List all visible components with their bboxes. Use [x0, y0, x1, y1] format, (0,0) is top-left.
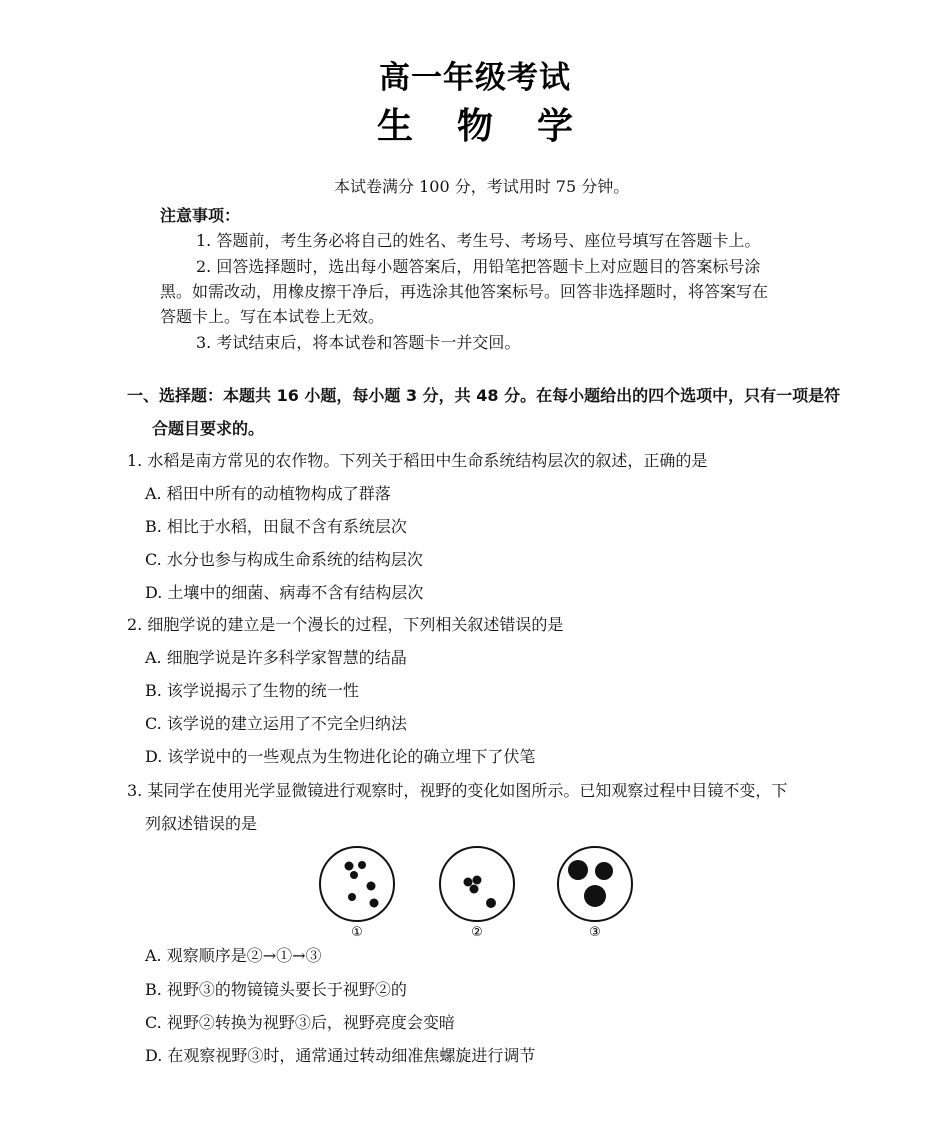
question-2-stem: 2. 细胞学说的建立是一个漫长的过程，下列相关叙述错误的是	[127, 615, 564, 634]
question-3-stem-line-1: 3. 某同学在使用光学显微镜进行观察时，视野的变化如图所示。已知观察过程中目镜不变，下	[127, 781, 788, 800]
question-2-option-d: D. 该学说中的一些观点为生物进化论的确立埋下了伏笔	[145, 747, 536, 766]
notes-heading: 注意事项：	[160, 206, 241, 225]
question-1-option-a: A. 稻田中所有的动植物构成了群落	[145, 484, 391, 503]
question-2-option-c: C. 该学说的建立运用了不完全归纳法	[145, 714, 407, 733]
field-of-view-3	[558, 847, 632, 940]
question-3-option-b: B. 视野③的物镜镜头要长于视野②的	[145, 980, 407, 999]
microscope-view-figure	[312, 840, 640, 942]
note-item-2-line-2: 黑。如需改动，用橡皮擦干净后，再选涂其他答案标号。回答非选择题时，将答案写在	[160, 282, 769, 301]
figure-label-3: ③	[589, 925, 601, 940]
question-3-stem-line-2: 列叙述错误的是	[145, 814, 258, 833]
question-2-option-b: B. 该学说揭示了生物的统一性	[145, 681, 359, 700]
field-of-view-2	[440, 847, 514, 940]
question-1-option-d: D. 土壤中的细菌、病毒不含有结构层次	[145, 583, 424, 602]
note-item-1: 1. 答题前，考生务必将自己的姓名、考生号、考场号、座位号填写在答题卡上。	[196, 231, 761, 250]
note-item-2-line-3: 答题卡上。写在本试卷上无效。	[160, 307, 385, 326]
section-heading-line-1: 一、选择题：本题共 16 小题，每小题 3 分，共 48 分。在每小题给出的四个选项中，只有一项是符	[127, 386, 841, 405]
subject-title: 生物学	[376, 106, 617, 147]
question-2-option-a: A. 细胞学说是许多科学家智慧的结晶	[145, 648, 407, 667]
exam-info: 本试卷满分 100 分，考试用时 75 分钟。	[334, 177, 630, 196]
question-3-option-d: D. 在观察视野③时，通常通过转动细准焦螺旋进行调节	[145, 1046, 536, 1065]
question-3-option-c: C. 视野②转换为视野③后，视野亮度会变暗	[145, 1013, 455, 1032]
question-1-option-c: C. 水分也参与构成生命系统的结构层次	[145, 550, 423, 569]
note-item-2-line-1: 2. 回答选择题时，选出每小题答案后，用铅笔把答题卡上对应题目的答案标号涂	[196, 257, 761, 276]
figure-label-1: ①	[351, 925, 363, 940]
note-item-3: 3. 考试结束后，将本试卷和答题卡一并交回。	[196, 333, 521, 352]
question-3-option-a: A. 观察顺序是②→①→③	[145, 946, 322, 965]
question-1-option-b: B. 相比于水稻，田鼠不含有系统层次	[145, 517, 407, 536]
section-heading-line-2: 合题目要求的。	[152, 419, 265, 438]
field-of-view-1	[320, 847, 394, 940]
figure-label-2: ②	[471, 925, 483, 940]
exam-title: 高一年级考试	[379, 60, 571, 96]
question-1-stem: 1. 水稻是南方常见的农作物。下列关于稻田中生命系统结构层次的叙述，正确的是	[127, 451, 708, 470]
